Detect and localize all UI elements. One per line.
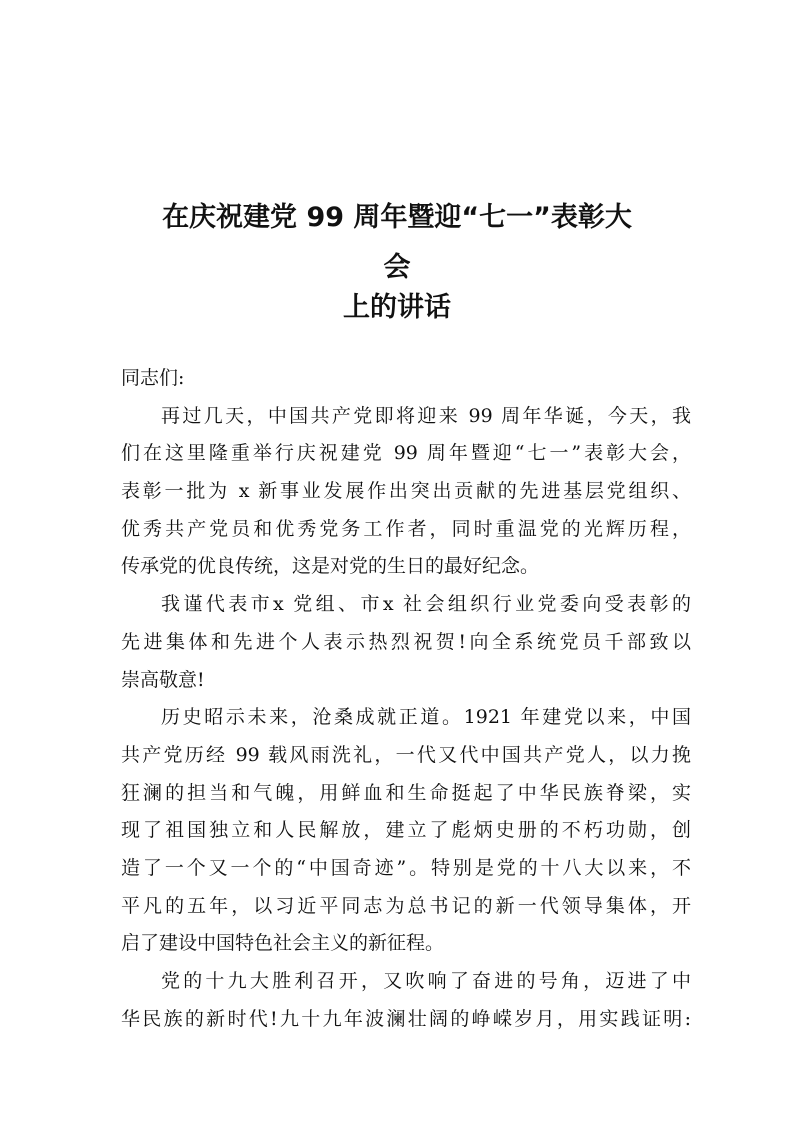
text-line: 们在这里隆重举行庆祝建党 99 周年暨迎“七一”表彰大会， [121,442,691,465]
text-line: 先进集体和先进个人表示热烈祝贺!向全系统党员千部致以 [121,630,691,653]
text-line: 传承党的优良传统，这是对党的生日的最好纪念。 [121,555,540,578]
text-line: 崇高敬意! [121,668,205,691]
text-line: 再过几天，中国共产党即将迎来 99 周年华诞，今天，我 [161,404,691,427]
text-line: 共产党历经 99 载风雨洗礼，一代又代中国共产党人，以力挽 [121,743,691,766]
text-line: 表彰一批为 x 新事业发展作出突出贡献的先进基层党组织、 [121,480,691,503]
document-title-line-3: 上的讲话 [343,292,451,323]
text-line: 狂澜的担当和气魄，用鲜血和生命挺起了中华民族脊梁，实 [121,781,691,804]
text-line: 造了一个又一个的“中国奇迹”。特别是党的十八大以来，不 [121,856,691,879]
text-line: 历史昭示未来，沧桑成就正道。1921 年建党以来，中国 [161,706,691,729]
text-line: 华民族的新时代!九十九年波澜壮阔的峥嵘岁月，用实践证明: [121,1007,691,1030]
text-line: 平凡的五年，以习近平同志为总书记的新一代领导集体，开 [121,894,691,917]
document-body [121,360,691,1038]
document-title-line-2: 会 [383,252,411,283]
text-line: 我谨代表市x 党组、市x 社会组织行业党委向受表彰的 [161,593,691,616]
text-line: 优秀共产党员和优秀党务工作者，同时重温党的光辉历程， [121,517,691,540]
text-line: 现了祖国独立和人民解放，建立了彪炳史册的不朽功勋，创 [121,819,691,842]
text-line: 同志们: [121,367,185,389]
text-line: 启了建设中国特色社会主义的新征程。 [121,932,445,955]
text-line: 党的十九大胜利召开，又吹响了奋进的号角，迈进了中 [161,970,691,992]
document-title-line-1: 在庆祝建党 99 周年暨迎“七一”表彰大 [162,202,632,233]
